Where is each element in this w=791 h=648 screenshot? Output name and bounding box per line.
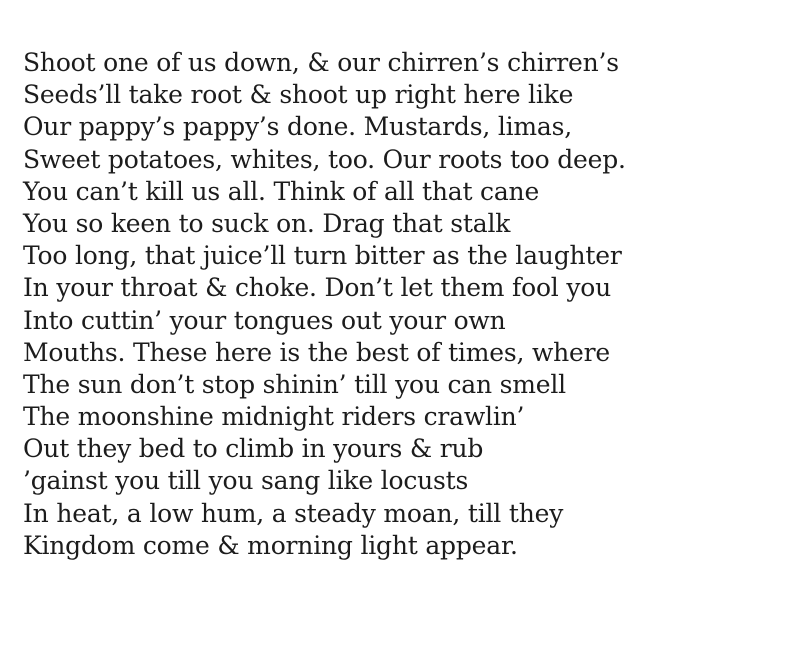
- poem-line-3: Our pappy’s pappy’s done. Mustards, limas,: [23, 112, 572, 142]
- poem-line-11: The sun don’t stop shinin’ till you can smell: [23, 369, 566, 399]
- poem-line-13: Out they bed to climb in yours & rub: [23, 434, 484, 464]
- poem-line-7: Too long, that juice’ll turn bitter as the laughter: [23, 241, 622, 271]
- poem-line-5: You can’t kill us all. Think of all that cane: [23, 176, 540, 206]
- poem-line-16: Kingdom come & morning light appear.: [23, 530, 518, 560]
- poem-line-4: Sweet potatoes, whites, too. Our roots too deep.: [23, 144, 626, 174]
- poem-line-1: Shoot one of us down, & our chirren’s chirren’s: [23, 48, 619, 77]
- poem-line-2: Seeds’ll take root & shoot up right here like: [23, 80, 574, 110]
- poem-line-14: ’gainst you till you sang like locusts: [23, 466, 469, 496]
- poem-line-10: Mouths. These here is the best of times, where: [23, 337, 610, 367]
- poem-line-9: Into cuttin’ your tongues out your own: [23, 305, 506, 335]
- poem-line-6: You so keen to suck on. Drag that stalk: [23, 208, 511, 238]
- poem-line-15: In heat, a low hum, a steady moan, till they: [23, 498, 564, 528]
- poem-text: [23, 47, 783, 562]
- poem-line-12: The moonshine midnight riders crawlin’: [23, 402, 525, 432]
- poem-line-8: In your throat & choke. Don’t let them fool you: [23, 273, 612, 303]
